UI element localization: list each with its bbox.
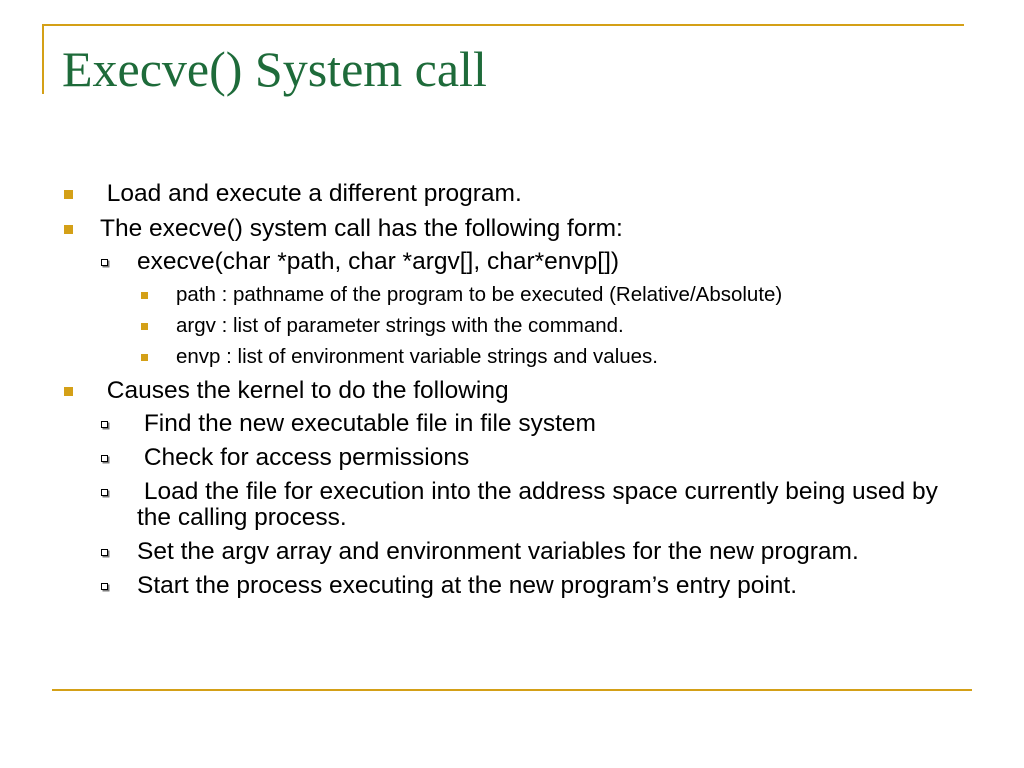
square-bullet-icon [64, 225, 73, 234]
hollow-square-bullet-icon [101, 455, 108, 462]
bullet-text: Find the new executable file in file system [137, 410, 596, 437]
bullet-text: envp : list of environment variable strings and values. [176, 345, 659, 368]
bottom-border-line [52, 689, 972, 691]
left-border-line [42, 24, 44, 94]
square-bullet-icon [64, 387, 73, 396]
hollow-square-bullet-icon [101, 259, 108, 266]
sub-bullet-item [0, 249, 1024, 275]
sub-bullet-item [0, 411, 1024, 437]
bullet-text: Set the argv array and environment variables for the new program. [137, 538, 859, 565]
hollow-square-bullet-icon [101, 489, 108, 496]
hollow-square-bullet-icon [101, 583, 108, 590]
hollow-square-bullet-icon [101, 549, 108, 556]
bullet-item [0, 179, 1024, 208]
bullet-text: Check for access permissions [137, 444, 470, 471]
sub-sub-bullet-item [0, 314, 1024, 338]
sub-sub-bullet-item [0, 345, 1024, 369]
sub-bullet-item [0, 445, 1024, 471]
square-bullet-icon [141, 292, 148, 299]
bullet-text: Load the file for execution into the address space currently being used by the calling process. [137, 478, 945, 531]
top-border-line [42, 24, 964, 26]
square-bullet-icon [141, 354, 148, 361]
bullet-text: Load and execute a different program. [100, 180, 522, 207]
sub-sub-bullet-item [0, 283, 1024, 307]
bullet-item [0, 376, 1024, 405]
bullet-text: The execve() system call has the following form: [100, 215, 623, 242]
square-bullet-icon [64, 190, 73, 199]
bullet-text: execve(char *path, char *argv[], char*envp[]) [137, 248, 620, 275]
slide-title: Execve() System call [62, 41, 487, 97]
bullet-text: Causes the kernel to do the following [100, 377, 509, 404]
bullet-text: Start the process executing at the new program’s entry point. [137, 572, 798, 599]
square-bullet-icon [141, 323, 148, 330]
hollow-square-bullet-icon [101, 421, 108, 428]
bullet-text: argv : list of parameter strings with the command. [176, 314, 624, 337]
sub-bullet-item [0, 539, 1024, 565]
bullet-item [0, 214, 1024, 243]
bullet-list [0, 179, 1024, 607]
sub-bullet-item [0, 573, 1024, 599]
bullet-text: path : pathname of the program to be executed (Relative/Absolute) [176, 283, 783, 306]
sub-bullet-item [0, 479, 1024, 531]
